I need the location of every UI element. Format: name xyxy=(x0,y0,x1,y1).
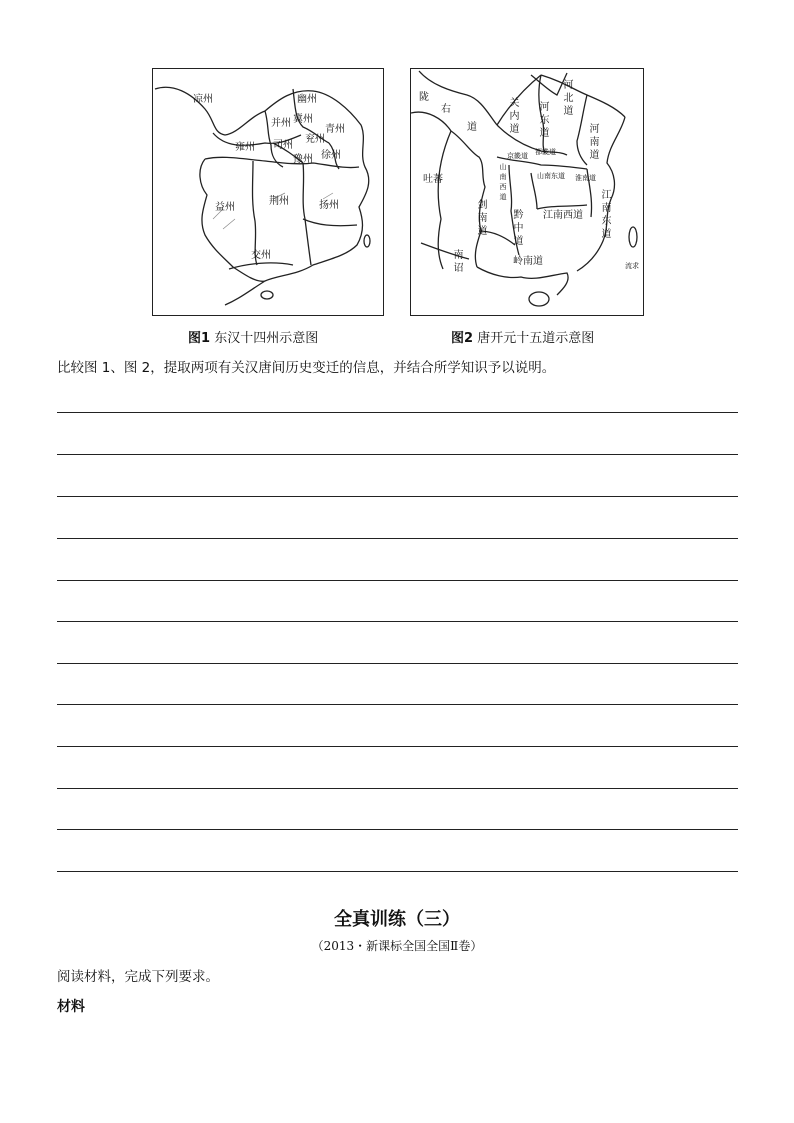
map2-label-lingnan: 岭南道 xyxy=(513,256,543,267)
map1-label-si: 司州 xyxy=(273,140,293,151)
section-instruction: 阅读材料，完成下列要求。 xyxy=(57,969,219,985)
map1-caption-text: 东汉十四州示意图 xyxy=(214,331,319,346)
map2-label-liuqiu: 流求 xyxy=(625,262,639,270)
map1-label-bing: 并州 xyxy=(271,118,291,129)
map1-caption-number: 图1 xyxy=(188,331,211,346)
answer-line xyxy=(57,663,738,664)
map2-label-shannanxi: 山南西道 xyxy=(499,163,507,203)
answer-line xyxy=(57,746,738,747)
answer-line xyxy=(57,871,738,872)
material-label: 材料 xyxy=(57,999,85,1015)
map1-label-you: 幽州 xyxy=(297,94,317,105)
answer-line xyxy=(57,788,738,789)
map1-label-xu: 徐州 xyxy=(321,150,341,161)
answer-line xyxy=(57,580,738,581)
map2-label-henan: 河南道 xyxy=(587,123,598,162)
map1-label-yong: 雍州 xyxy=(235,142,255,153)
map2-label-jiannan: 剑南道 xyxy=(475,199,486,238)
map2-label-nanzhao: 南诏 xyxy=(451,249,462,275)
map2-label-hedong: 河东道 xyxy=(537,101,548,140)
answer-line xyxy=(57,621,738,622)
map-east-han-outline xyxy=(153,69,383,315)
map2-label-tubo: 吐蕃 xyxy=(423,174,443,185)
map2-label-guannei: 关内道 xyxy=(507,97,518,136)
answer-line xyxy=(57,412,738,413)
map2-label-jiangnanxi: 江南西道 xyxy=(543,210,583,221)
question-text: 比较图 1、图 2，提取两项有关汉唐间历史变迁的信息，并结合所学知识予以说明。 xyxy=(57,360,556,376)
answer-line xyxy=(57,454,738,455)
map1-label-yang: 扬州 xyxy=(319,200,339,211)
map2-label-longyou-3: 道 xyxy=(467,122,477,133)
map2-label-hebei: 河北道 xyxy=(561,79,572,118)
map1-label-yi: 益州 xyxy=(215,202,235,213)
map2-caption-text: 唐开元十五道示意图 xyxy=(477,331,595,346)
map2-label-longyou-1: 陇 xyxy=(419,92,429,103)
map2-label-longyou-2: 右 xyxy=(441,104,451,115)
map2-label-qianzhong: 黔中道 xyxy=(511,209,522,248)
map1-label-jiao: 交州 xyxy=(251,250,271,261)
map1-label-yu: 豫州 xyxy=(293,154,313,165)
map2-label-shannandong: 山南东道 xyxy=(537,172,565,180)
map1-label-jing: 荆州 xyxy=(269,196,289,207)
map2-label-huainan: 淮南道 xyxy=(575,174,596,182)
map2-caption-number: 图2 xyxy=(451,331,474,346)
map-tang xyxy=(410,68,644,316)
section-title: 全真训练（三） xyxy=(334,909,460,930)
answer-line xyxy=(57,538,738,539)
map1-label-yan: 兖州 xyxy=(305,134,325,145)
answer-line xyxy=(57,704,738,705)
map1-label-liang: 凉州 xyxy=(193,94,213,105)
map1-label-ji: 冀州 xyxy=(293,114,313,125)
map1-caption xyxy=(188,327,318,346)
answer-line xyxy=(57,829,738,830)
section-subtitle: （2013・新课标全国全国Ⅱ卷） xyxy=(311,939,483,953)
map1-label-qing: 青州 xyxy=(325,124,345,135)
map-east-han xyxy=(152,68,384,316)
map2-label-jiangnandong: 江南东道 xyxy=(599,189,610,241)
answer-line xyxy=(57,496,738,497)
map2-label-dujiyi: 都畿道 xyxy=(535,148,556,156)
map2-label-jingji: 京畿道 xyxy=(507,152,528,160)
map2-caption xyxy=(451,327,594,346)
